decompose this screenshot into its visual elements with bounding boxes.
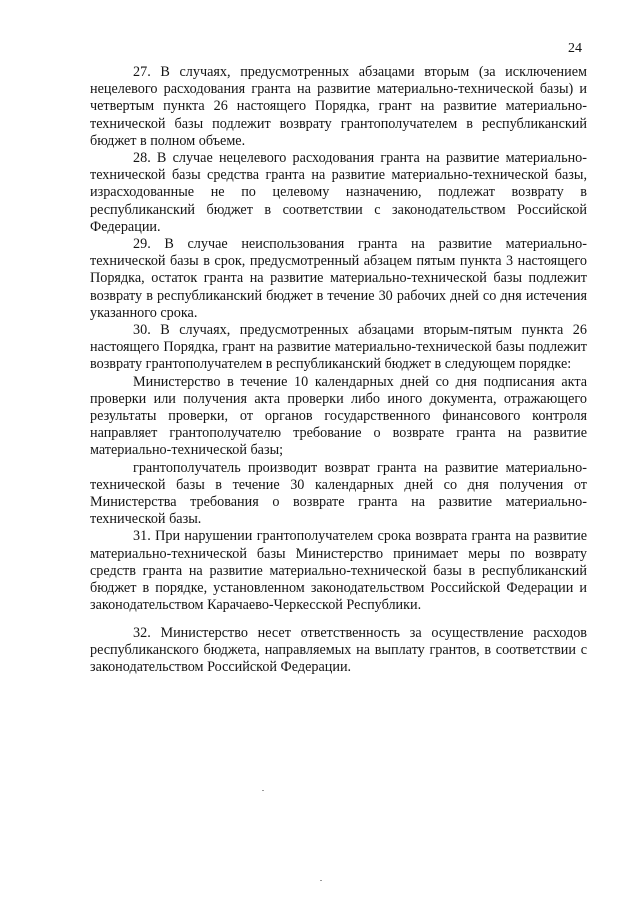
paragraph-28: 28. В случае нецелевого расходования гранта на развитие материально-технической базы средства гранта на развитие материально-технической базы, израсходованные не по целевому назначению, подлежат возврату в республиканский бюджет в соответствии с законодательством Российской Федерации. bbox=[90, 150, 587, 235]
paragraph-27: 27. В случаях, предусмотренных абзацами вторым (за исключением нецелевого расходования гранта на развитие материально-технической базы) и четвертым пункта 26 настоящего Порядка, грант на развитие материально-технической базы подлежит возврату грантополучателем в республиканский бюджет в полном объеме. bbox=[90, 64, 587, 149]
scan-speck bbox=[320, 880, 322, 881]
paragraph-30-step-1: Министерство в течение 10 календарных дней со дня подписания акта проверки или получения акта проверки либо иного документа, отражающего результаты проверки, от органов государственного финансового контроля направляет грантополучателю требование о возврате гранта на развитие материально-технической базы; bbox=[90, 373, 587, 459]
document-body bbox=[90, 64, 587, 676]
paragraph-30: 30. В случаях, предусмотренных абзацами вторым-пятым пункта 26 настоящего Порядка, грант на развитие материально-технической базы подлежит возврату грантополучателем в республиканский бюджет в следующем порядке: bbox=[90, 322, 587, 373]
paragraph-31: 31. При нарушении грантополучателем срока возврата гранта на развитие материально-технической базы Министерство принимает меры по возврату средств гранта на развитие материально-технической базы в республиканский бюджет в порядке, установленном законодательством Российской Федерации и законодательством Карачаево-Черкесской Республики. bbox=[90, 528, 587, 614]
paragraph-30-step-2: грантополучатель производит возврат гранта на развитие материально-технической базы в течение 30 календарных дней со дня получения от Министерства требования о возврате гранта на развитие материально-технической базы. bbox=[90, 459, 587, 528]
page-number: 24 bbox=[568, 41, 582, 56]
paragraph-32: 32. Министерство несет ответственность за осуществление расходов республиканского бюджета, направляемых на выплату грантов, в соответствии с законодательством Российской Федерации. bbox=[90, 624, 587, 675]
scan-speck bbox=[262, 790, 264, 791]
paragraph-29: 29. В случае неиспользования гранта на развитие материально-технической базы в срок, предусмотренный абзацем пятым пункта 3 настоящего Порядка, остаток гранта на развитие материально-технической базы подлежит возврату в республиканский бюджет в течение 30 рабочих дней со дня истечения указанного срока. bbox=[90, 236, 587, 321]
